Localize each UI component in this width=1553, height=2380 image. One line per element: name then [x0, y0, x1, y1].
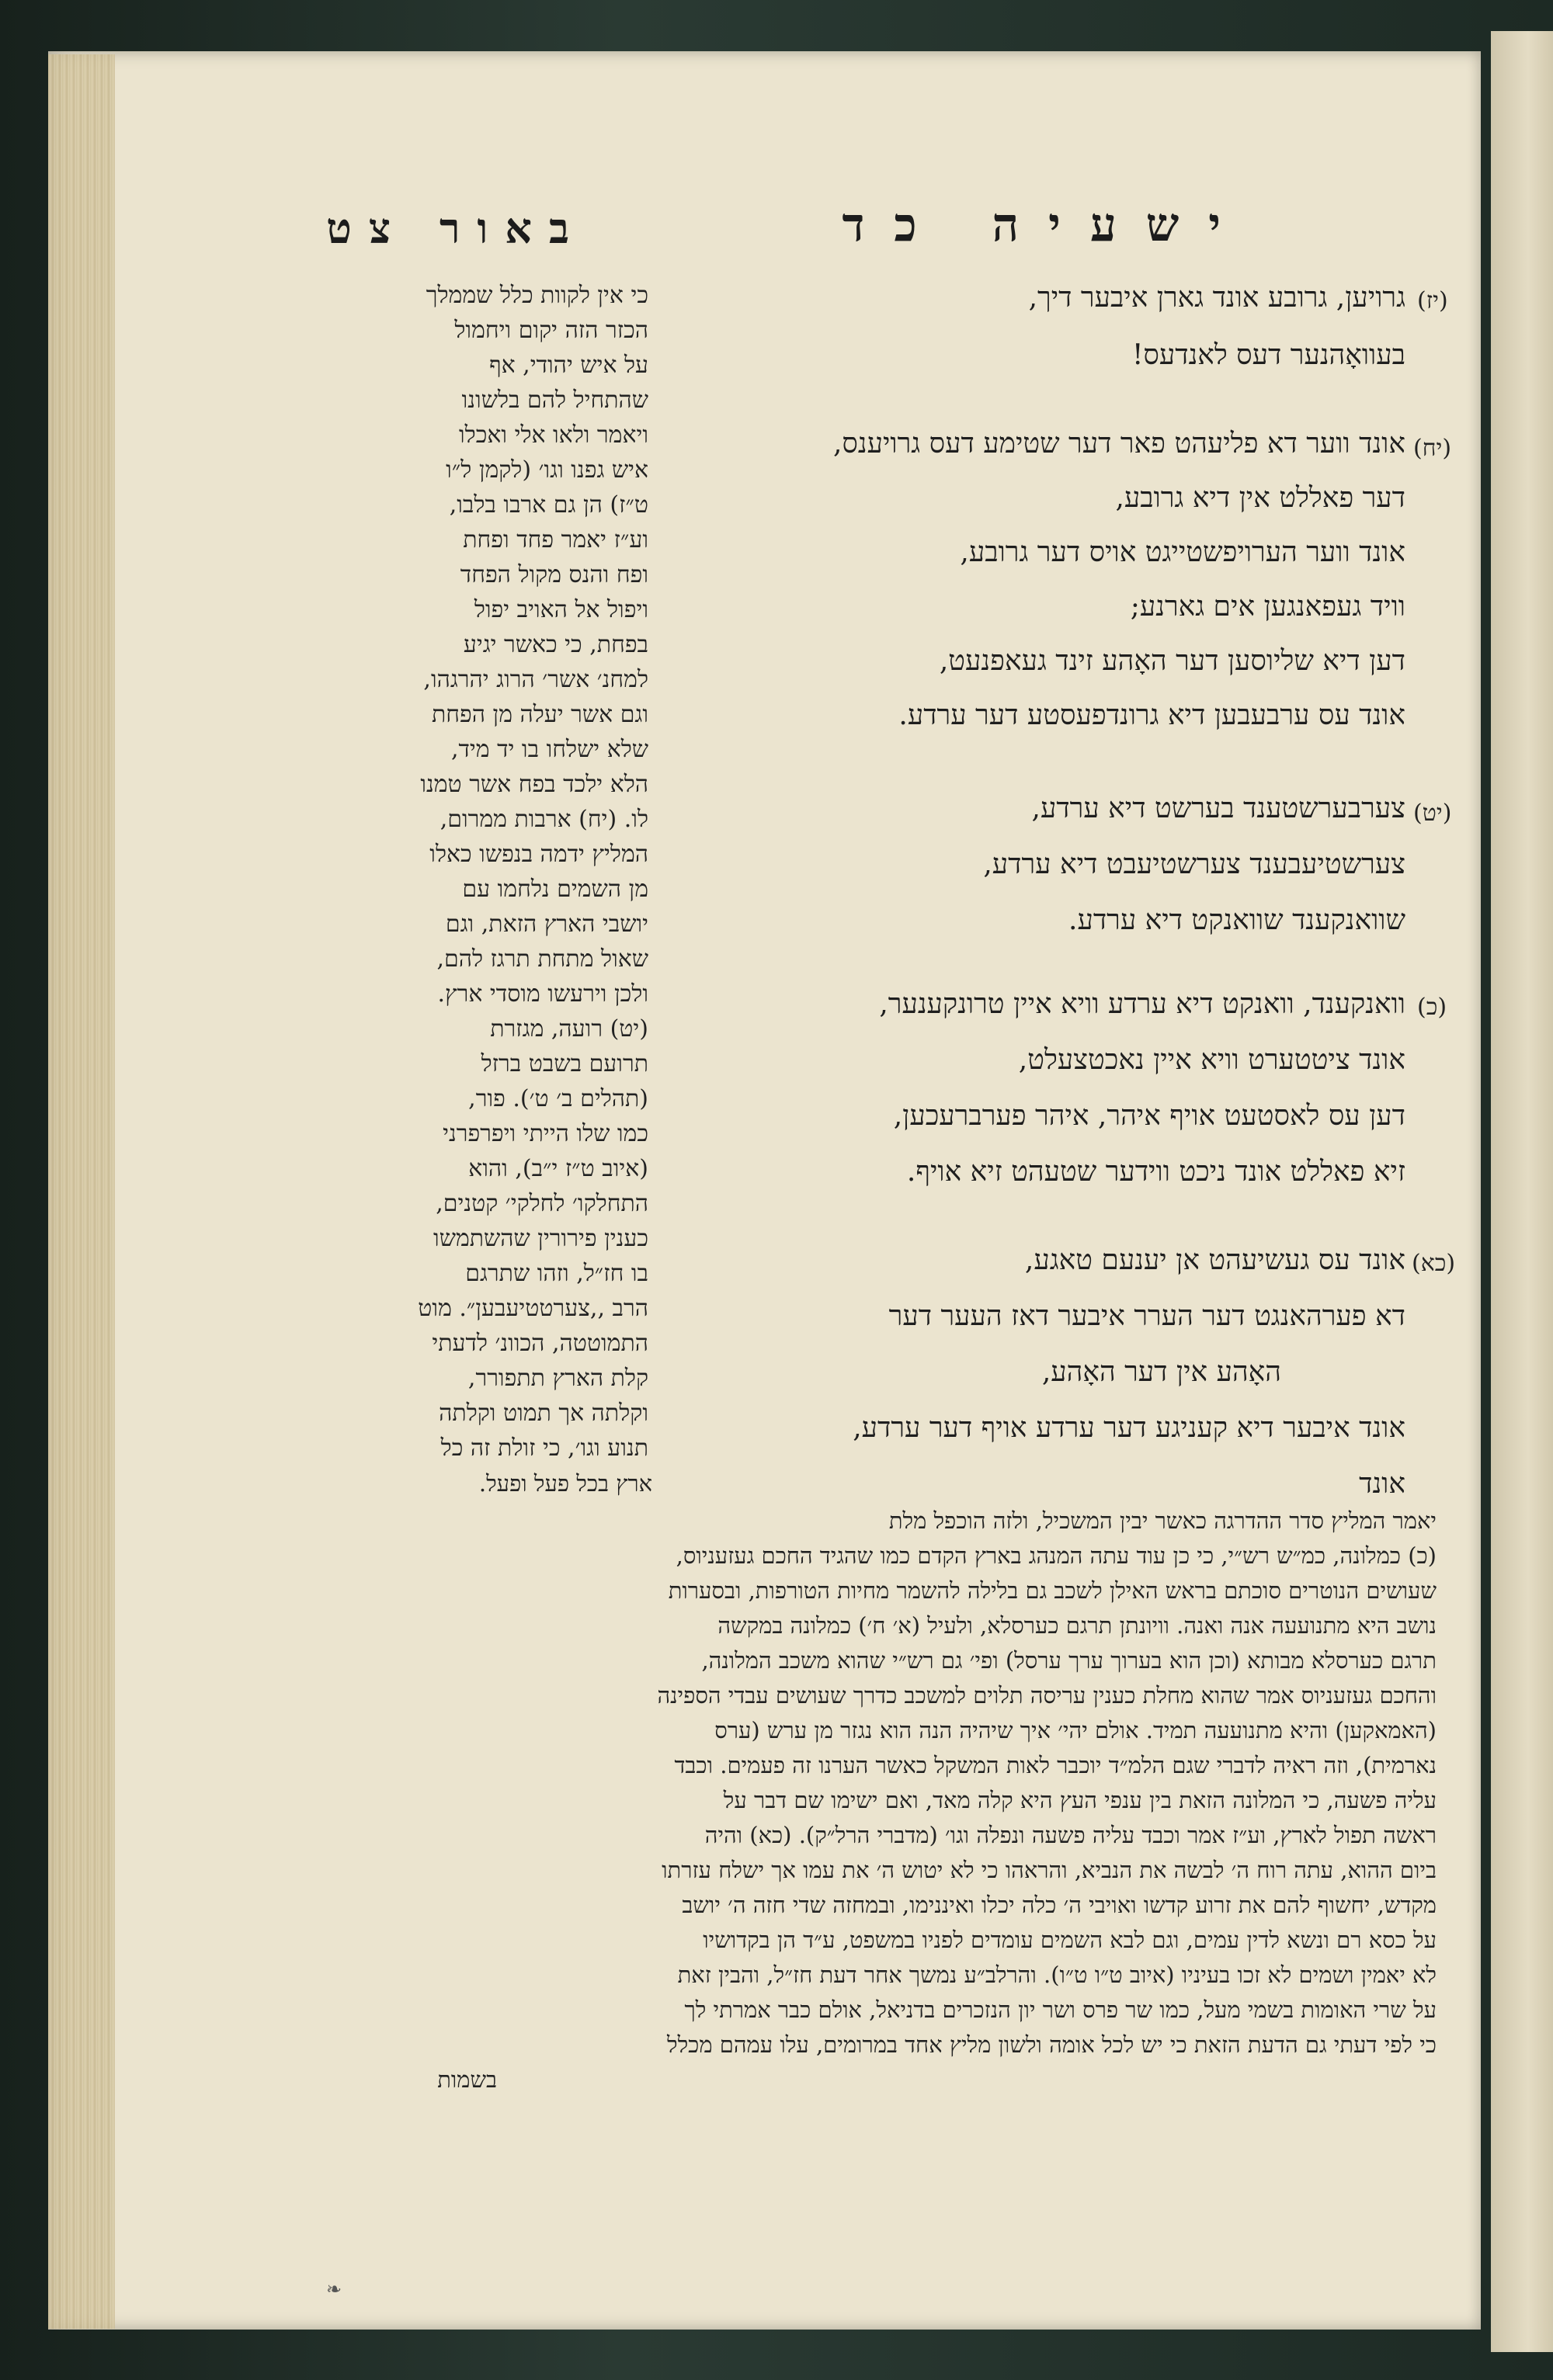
- verse-number: (כ): [1417, 994, 1447, 1021]
- footnote-line: ראשה תפול לארץ, וע״ז אמר וכבד עליה פשעה ונפלה וגו׳ (מדברי הרל״ק). (כא) והיה: [704, 1822, 1437, 1848]
- commentary-line: המליץ ידמה בנפשו כאלו: [429, 841, 648, 868]
- verse-line: אונד איבער דיא קעניגע דער ערדע אויף דער ערדע,: [853, 1412, 1405, 1444]
- verse-line: דען עס לאסטעט אויף איהר, איהר פערברעכען,: [893, 1100, 1405, 1132]
- footnote-line: נארמית), וזה ראיה לדברי שגם הלמ״ד יוכבר לאות המשקל כאשר הערנו זה פעמים. וכבד: [674, 1752, 1437, 1778]
- commentary-line: (תהלים ב׳ ט׳). פור,: [468, 1085, 648, 1112]
- commentary-line: ולכן וירעשו מוסדי ארץ.: [437, 980, 648, 1008]
- verse-line: אונד ציטטערט וויא איין נאכטצעלט,: [1018, 1044, 1405, 1076]
- commentary-line: (איוב ט״ז י״ב), והוא: [468, 1155, 648, 1182]
- commentary-line: התמוטטה, הכוונ׳ לדעתי: [432, 1330, 648, 1357]
- page-stack-edge: [48, 54, 115, 2329]
- commentary-line: כענין פירורין שהשתמשו: [433, 1225, 648, 1252]
- verse-line: דא פערהאנגט דער הערר איבער דאז העער דער: [888, 1300, 1405, 1332]
- commentary-line: כי אין לקוות כלל שממלך: [426, 282, 648, 309]
- commentary-line: הלא ילכד בפח אשר טמנו: [420, 771, 648, 798]
- commentary-line: ט״ז) הן גם ארבו בלבו,: [449, 491, 648, 519]
- verse-line: צערבערשטענד בערשט דיא ערדע,: [1031, 793, 1405, 824]
- footnote-line: והחכם געזעניוס אמר שהוא מחלת כענין עריסה תלוים למשכב כדרך שעושים עבדי הספינה: [657, 1682, 1437, 1709]
- commentary-line: שלא ישלחו בו יד מיד,: [450, 736, 648, 763]
- footnote-line: ארץ בכל פעל ופעל.: [478, 1470, 652, 1497]
- verse-line: אונד עס ערבעבען דיא גרונדפעסטע דער ערדע.: [898, 699, 1405, 731]
- commentary-line: איש גפנו וגו׳ (לקמן ל״ו: [446, 456, 648, 484]
- verse-line: האָהע אין דער האָהע,: [1041, 1356, 1281, 1388]
- verse-line: גרויען, גרובע אונד גארן איבער דיך,: [1028, 282, 1405, 314]
- footnote-line: על כסא רם ונשא לדין עמים, וגם לבא השמים עומדים לפניו במשפט, ע״ד הן בקדושיו: [703, 1927, 1437, 1953]
- footnote-line: לא יאמין ושמים לא זכו בעיניו (איוב ט״ו ט״ו). והרלב״ע נמשך אחר דעת חז״ל, והבין זאת: [677, 1962, 1437, 1988]
- verse-line: אונד ווער דא פליעהט פאר דער שטימע דעס גרויענס,: [832, 428, 1405, 460]
- commentary-line: בו חז״ל, וזהו שתרגם: [465, 1260, 648, 1287]
- verse-line: וויד געפאנגען אים גארנע;: [1130, 591, 1405, 623]
- verse-line: אונד ווער הערויפשטייגט אויס דער גרובע,: [960, 536, 1405, 568]
- footnote-line: יאמר המליץ סדר ההדרגה כאשר יבין המשכיל, ולזה הוכפל מלת: [888, 1507, 1437, 1534]
- commentary-line: ויפול אל האויב יפול: [474, 596, 648, 623]
- footnote-line: (כ) כמלונה, כמ״ש רש״י, כי כן עוד עתה המנהג בארץ הקדם כמו שהגיד החכם געזעניוס,: [676, 1542, 1437, 1569]
- commentary-line: קלת הארץ תתפורר,: [467, 1365, 648, 1392]
- commentary-line: מן השמים נלחמו עם: [462, 876, 648, 903]
- footnote-line: (האמאקען) והיא מתנועעה תמיד. אולם יהי׳ איך שיהיה הנה הוא נגזר מן ערש (ערס: [714, 1717, 1437, 1743]
- verse-line: דען דיא שליוסען דער האָהע זינד געאפנעט,: [939, 645, 1405, 677]
- commentary-line: כמו שלו הייתי ויפרפרני: [443, 1120, 648, 1147]
- verse-line: וואנקענד, וואנקט דיא ערדע וויא איין טרונקענער,: [879, 988, 1405, 1020]
- page-title: ישעיה כד: [842, 198, 1250, 252]
- page-ornament-icon: ❧: [326, 2278, 342, 2300]
- verse-line: זיא פאללט אונד ניכט ווידער שטעהט זיא אויף.: [906, 1156, 1405, 1188]
- commentary-line: (יט) רועה, מגזרת: [490, 1015, 648, 1043]
- verse-line: אונד: [1359, 1468, 1405, 1500]
- verse-line: דער פאללט אין דיא גרובע,: [1115, 482, 1405, 514]
- commentary-line: הכזר הזה יקום ויחמול: [454, 317, 648, 344]
- commentary-line: תרועם בשבט ברזל: [481, 1050, 648, 1077]
- commentary-line: תנוע וגו׳, כי זולת זה כל: [440, 1435, 648, 1462]
- commentary-line: התחלקו׳ לחלקי׳ קטנים,: [436, 1190, 648, 1217]
- commentary-line: ויאמר ולאו אלי ואכלו: [458, 422, 648, 449]
- verse-number: (כא): [1412, 1250, 1456, 1277]
- commentary-line: ופח והנס מקול הפחד: [460, 561, 648, 588]
- commentary-line: לו. (יח) ארבות ממרום,: [439, 806, 648, 833]
- footnote-line: עליה פשעה, כי המלונה הזאת בין ענפי העץ היא קלה מאד, ואם ישימו שם דבר על: [723, 1787, 1437, 1813]
- footnote-line: על שרי האומות בשמי מעל, כמו שר פרס ושר יון הנזכרים בדניאל, אולם כבר אמרתי לך: [684, 1997, 1437, 2023]
- commentary-line: שהתחיל להם בלשונו: [461, 387, 648, 414]
- commentary-line: שאול מתחת תרגז להם,: [436, 945, 648, 973]
- verse-number: (יז): [1417, 287, 1448, 314]
- commentary-line: בפחת, כי כאשר יגיע: [463, 631, 648, 658]
- catchword: בשמות: [437, 2066, 497, 2093]
- verse-line: צערשטיעבענד צערשטיעבט דיא ערדע,: [983, 848, 1405, 880]
- verse-line: אונד עס געשיעהט אן יענעם טאגע,: [1024, 1244, 1405, 1276]
- commentary-line: על איש יהודי, אף: [489, 352, 648, 379]
- footnote-line: כי לפי דעתי גם הדעת הזאת כי יש לכל אומה ולשון מליץ אחד במרומים, עלו עמהם מכלל: [667, 2031, 1437, 2058]
- footnote-line: ביום ההוא, עתה רוח ה׳ לבשה את הנביא, והראהו כי לא יטוש ה׳ את עמו אך ישלח עזרתו: [662, 1857, 1437, 1883]
- commentary-line: הרב ,,צערטטיעבען״. מוט: [418, 1295, 648, 1322]
- verse-number: (יט): [1413, 800, 1452, 827]
- footnote-line: נושב היא מתנועעה אנה ואנה. וויונתן תרגם כערסלא, ולעיל (א׳ ח׳) כמלונה במקשה: [717, 1612, 1437, 1639]
- facing-page-edge: [1491, 31, 1553, 2352]
- verse-line: בעוואָהנער דעס לאנדעס!: [1131, 339, 1405, 371]
- commentary-line: למחנ׳ אשר׳ הרוג יהרגהו,: [423, 666, 648, 693]
- verse-line: שוואנקענד שוואנקט דיא ערדע.: [1068, 904, 1405, 936]
- commentary-title: באור צט: [326, 203, 586, 253]
- footnote-line: שעושים הנוטרים סוכתם בראש האילן לשכב גם בלילה להשמר מחיות הטורפות, ובסערות: [668, 1577, 1437, 1604]
- verse-number: (יח): [1413, 435, 1452, 462]
- commentary-line: וגם אשר יעלה מן הפחת: [431, 701, 648, 728]
- footnote-line: מקדש, יחשוף להם את זרוע קדשו ואויבי ה׳ כלה יכלו ואיננימו, ובמחזה שדי חזה ה׳ יושב: [682, 1892, 1437, 1918]
- footnote-line: תרגם כערסלא מבותא (וכן הוא בערוך ערך ערסל) ופי׳ גם רש״י שהוא משכב המלונה,: [701, 1647, 1437, 1674]
- commentary-line: וקלתה אך תמוט וקלתה: [439, 1400, 648, 1427]
- commentary-line: וע״ז יאמר פחד ופחת: [463, 526, 648, 553]
- commentary-line: יושבי הארץ הזאת, וגם: [445, 911, 648, 938]
